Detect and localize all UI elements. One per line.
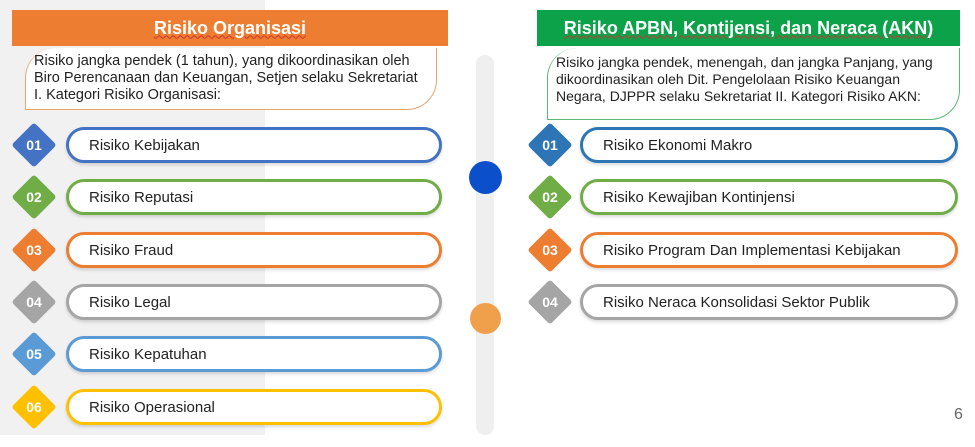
left-section-title: Risiko Organisasi xyxy=(12,10,448,46)
item-pill[interactable] xyxy=(66,127,442,163)
item-label: Risiko Program Dan Implementasi Kebijakan xyxy=(603,241,901,259)
risk-item[interactable] xyxy=(18,336,442,372)
item-number: 03 xyxy=(542,242,558,258)
timeline-dot-orange xyxy=(470,303,501,334)
item-label: Risiko Neraca Konsolidasi Sektor Publik xyxy=(603,293,870,311)
risk-item[interactable] xyxy=(18,232,442,268)
item-label: Risiko Ekonomi Makro xyxy=(603,136,753,154)
risk-item[interactable] xyxy=(534,179,958,215)
item-label: Risiko Legal xyxy=(89,293,171,311)
timeline-rail xyxy=(476,55,494,435)
risk-item[interactable] xyxy=(18,389,442,425)
risk-item[interactable] xyxy=(534,232,958,268)
item-pill[interactable] xyxy=(580,284,958,320)
item-pill[interactable] xyxy=(66,389,442,425)
left-description: Risiko jangka pendek (1 tahun), yang dikoordinasikan oleh Biro Perencanaan dan Keuangan, Setjen selaku Sekretariat I. Kategori Risiko Organisasi: xyxy=(25,48,437,110)
item-number: 06 xyxy=(26,399,42,415)
risk-item[interactable] xyxy=(18,127,442,163)
item-number: 01 xyxy=(542,137,558,153)
item-pill[interactable] xyxy=(66,336,442,372)
right-section-title: Risiko APBN, Kontijensi, dan Neraca (AKN) xyxy=(537,10,960,46)
item-label: Risiko Kewajiban Kontinjensi xyxy=(603,188,795,206)
item-label: Risiko Kepatuhan xyxy=(89,345,207,363)
item-pill[interactable] xyxy=(580,232,958,268)
item-pill[interactable] xyxy=(66,232,442,268)
risk-item[interactable] xyxy=(534,127,958,163)
risk-item[interactable] xyxy=(534,284,958,320)
item-label: Risiko Fraud xyxy=(89,241,174,259)
risk-item[interactable] xyxy=(18,179,442,215)
item-number: 05 xyxy=(26,346,42,362)
item-label: Risiko Operasional xyxy=(89,398,215,416)
item-number: 04 xyxy=(26,294,42,310)
risk-item[interactable] xyxy=(18,284,442,320)
item-number: 01 xyxy=(26,137,42,153)
right-description: Risiko jangka pendek, menengah, dan jangka Panjang, yang dikoordinasikan oleh Dit. Pengelolaan Risiko Keuangan Negara, DJPPR selaku Sekretariat II. Kategori Risiko AKN: xyxy=(547,48,960,120)
item-label: Risiko Kebijakan xyxy=(89,136,200,154)
item-pill[interactable] xyxy=(580,179,958,215)
item-number: 02 xyxy=(26,189,42,205)
item-number: 02 xyxy=(542,189,558,205)
item-number: 03 xyxy=(26,242,42,258)
page-number: 6 xyxy=(954,406,963,423)
item-pill[interactable] xyxy=(66,179,442,215)
timeline-dot-blue xyxy=(469,161,502,194)
item-pill[interactable] xyxy=(66,284,442,320)
item-number: 04 xyxy=(542,294,558,310)
item-label: Risiko Reputasi xyxy=(89,188,194,206)
item-pill[interactable] xyxy=(580,127,958,163)
